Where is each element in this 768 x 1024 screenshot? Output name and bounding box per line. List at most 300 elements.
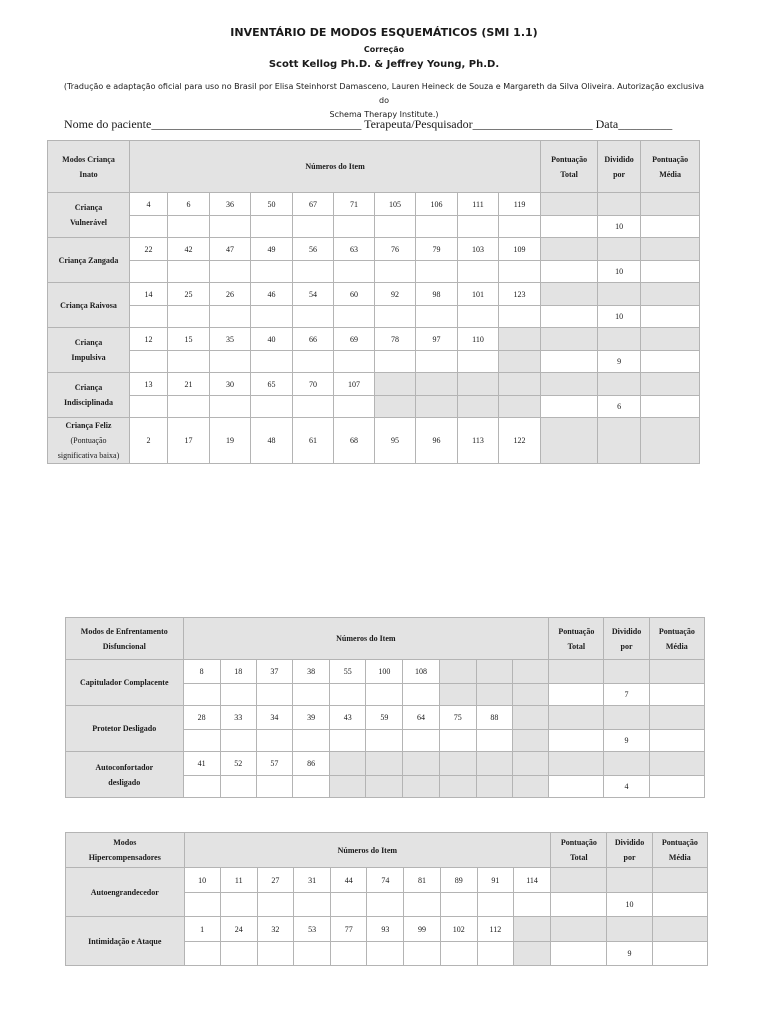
mode-label-cell xyxy=(48,283,130,328)
empty-item-cell xyxy=(476,752,512,776)
answer-input-cell[interactable] xyxy=(416,261,458,283)
item-number-cell: 30 xyxy=(210,373,251,396)
item-number-cell: 55 xyxy=(330,660,366,684)
total-score-header-line1: Pontuação xyxy=(558,626,595,636)
answer-input-cell[interactable] xyxy=(293,306,334,328)
answer-input-cell[interactable] xyxy=(366,684,403,706)
table-row-answers xyxy=(48,216,700,238)
item-number-cell: 41 xyxy=(183,752,220,776)
item-number-cell: 21 xyxy=(168,373,210,396)
therapist-label: Terapeuta/Pesquisador xyxy=(364,117,473,131)
item-number-cell: 106 xyxy=(416,193,458,216)
form-title: INVENTÁRIO DE MODOS ESQUEMÁTICOS (SMI 1.1) xyxy=(230,26,538,39)
item-number-cell: 26 xyxy=(210,283,251,306)
form-subtitle: Correção xyxy=(363,45,405,54)
answer-input-cell[interactable] xyxy=(403,730,439,752)
total-score-cell xyxy=(541,418,598,464)
answer-input-cell[interactable] xyxy=(220,684,256,706)
answer-input-cell[interactable] xyxy=(334,216,375,238)
mode-label-line1: Criança xyxy=(74,338,103,347)
mode-header-line2: Inato xyxy=(79,169,98,179)
total-score-header-line2: Total xyxy=(570,853,588,862)
average-score-header-cell xyxy=(649,618,704,660)
table-row xyxy=(48,283,700,306)
item-number-cell: 37 xyxy=(256,660,292,684)
mode-label-line1: Autoconfortador xyxy=(95,762,154,772)
table-overcompensator-modes xyxy=(65,832,708,966)
mode-header-line1: Modos de Enfrentamento xyxy=(80,626,168,636)
total-score-cell xyxy=(541,238,598,261)
total-score-input[interactable] xyxy=(549,684,604,706)
item-number-cell: 111 xyxy=(458,193,499,216)
answer-input-cell[interactable] xyxy=(220,893,257,917)
answer-input-cell[interactable] xyxy=(293,261,334,283)
item-number-cell: 31 xyxy=(294,868,331,893)
divided-by-cell xyxy=(598,328,641,351)
item-number-cell: 12 xyxy=(130,328,168,351)
mode-label-cell xyxy=(66,917,185,966)
average-score-cell xyxy=(652,917,707,942)
total-score-header-cell xyxy=(541,141,598,193)
total-score-cell xyxy=(541,283,598,306)
empty-answer-cell xyxy=(375,396,416,418)
item-number-cell: 123 xyxy=(499,283,541,306)
mode-header-cell xyxy=(66,618,184,660)
item-number-cell: 102 xyxy=(440,917,477,942)
item-number-cell: 71 xyxy=(334,193,375,216)
answer-input-cell[interactable] xyxy=(367,893,404,917)
mode-header-line1: Modos xyxy=(113,838,137,847)
answer-input-cell[interactable] xyxy=(416,216,458,238)
item-number-cell: 77 xyxy=(331,917,367,942)
answer-input-cell[interactable] xyxy=(293,684,330,706)
item-number-cell: 34 xyxy=(256,706,292,730)
divided-by-cell xyxy=(598,238,641,261)
mode-header-line1: Modos Criança xyxy=(62,154,115,164)
patient-name-label: Nome do paciente xyxy=(64,117,152,131)
answer-input-cell[interactable] xyxy=(293,776,330,798)
item-number-cell: 99 xyxy=(404,917,440,942)
mode-header-line2: Hipercompensadores xyxy=(88,853,161,862)
item-number-cell: 47 xyxy=(210,238,251,261)
answer-input-cell[interactable] xyxy=(331,942,367,966)
answer-input-cell[interactable] xyxy=(257,942,293,966)
table-row xyxy=(66,660,705,684)
mode-note-line2: significativa baixa) xyxy=(57,451,120,460)
item-number-cell: 122 xyxy=(499,418,541,464)
answer-input-cell[interactable] xyxy=(294,942,331,966)
item-number-cell: 17 xyxy=(168,418,210,464)
item-number-cell: 8 xyxy=(183,660,220,684)
item-number-cell: 2 xyxy=(130,418,168,464)
item-number-cell: 119 xyxy=(499,193,541,216)
divisor-value: 4 xyxy=(604,776,649,798)
divided-by-cell xyxy=(598,283,641,306)
answer-input-cell[interactable] xyxy=(183,776,220,798)
mode-label-line1: Protetor Desligado xyxy=(92,724,157,733)
item-number-cell: 52 xyxy=(220,752,256,776)
item-number-cell: 54 xyxy=(293,283,334,306)
answer-input-cell[interactable] xyxy=(458,351,499,373)
total-score-input[interactable] xyxy=(541,351,598,373)
divisor-value: 9 xyxy=(598,351,641,373)
empty-answer-cell xyxy=(499,351,541,373)
answer-input-cell[interactable] xyxy=(477,893,513,917)
empty-item-cell xyxy=(330,752,366,776)
total-score-input[interactable] xyxy=(549,730,604,752)
mode-label-line2: Indisciplinada xyxy=(64,398,113,407)
item-number-cell: 101 xyxy=(458,283,499,306)
average-score-header-line1: Pontuação xyxy=(658,626,695,636)
translation-note-line1: (Tradução e adaptação oficial para uso no Brasil por Elisa Steinhorst Damasceno, Lauren Heineck de Souza e Margareth da Silva Oliveira. Autorização exclusiva do xyxy=(63,82,705,105)
item-number-cell: 66 xyxy=(293,328,334,351)
average-score-input[interactable] xyxy=(641,351,700,373)
item-number-cell: 43 xyxy=(330,706,366,730)
mode-label-line1: Criança xyxy=(74,383,103,392)
mode-label-line1: Criança xyxy=(74,203,103,212)
item-number-cell: 46 xyxy=(251,283,293,306)
divisor-value: 10 xyxy=(598,306,641,328)
answer-input-cell[interactable] xyxy=(168,261,210,283)
item-number-cell: 48 xyxy=(251,418,293,464)
mode-header-line2: Disfuncional xyxy=(102,641,146,651)
table-row xyxy=(48,238,700,261)
answer-input-cell[interactable] xyxy=(440,942,477,966)
answer-input-cell[interactable] xyxy=(334,306,375,328)
answer-input-cell[interactable] xyxy=(168,351,210,373)
item-number-cell: 15 xyxy=(168,328,210,351)
average-score-input[interactable] xyxy=(641,306,700,328)
item-number-cell: 11 xyxy=(220,868,257,893)
answer-input-cell[interactable] xyxy=(184,893,220,917)
total-score-input[interactable] xyxy=(551,893,607,917)
form-authors: Scott Kellog Ph.D. & Jeffrey Young, Ph.D. xyxy=(268,59,500,70)
item-number-cell: 28 xyxy=(183,706,220,730)
item-number-cell: 98 xyxy=(416,283,458,306)
answer-input-cell[interactable] xyxy=(210,306,251,328)
items-header-label: Números do Item xyxy=(336,634,396,643)
average-score-input[interactable] xyxy=(649,730,704,752)
answer-input-cell[interactable] xyxy=(330,730,366,752)
total-score-input[interactable] xyxy=(541,261,598,283)
empty-item-cell xyxy=(476,660,512,684)
answer-input-cell[interactable] xyxy=(293,216,334,238)
empty-answer-cell xyxy=(512,776,548,798)
answer-input-cell[interactable] xyxy=(440,893,477,917)
answer-input-cell[interactable] xyxy=(210,216,251,238)
average-score-input[interactable] xyxy=(649,684,704,706)
item-number-cell: 33 xyxy=(220,706,256,730)
total-score-cell xyxy=(551,917,607,942)
item-number-cell: 39 xyxy=(293,706,330,730)
answer-input-cell[interactable] xyxy=(257,893,293,917)
translation-note-line2: Schema Therapy Institute.) xyxy=(329,110,439,119)
answer-input-cell[interactable] xyxy=(220,730,256,752)
divided-by-header-line1: Dividido xyxy=(604,154,634,164)
item-number-cell: 42 xyxy=(168,238,210,261)
answer-input-cell[interactable] xyxy=(256,776,292,798)
answer-input-cell[interactable] xyxy=(220,942,257,966)
answer-input-cell[interactable] xyxy=(375,216,416,238)
total-score-input[interactable] xyxy=(549,776,604,798)
empty-item-cell xyxy=(499,373,541,396)
answer-input-cell[interactable] xyxy=(251,261,293,283)
answer-input-cell[interactable] xyxy=(367,942,404,966)
total-score-header-line2: Total xyxy=(560,169,578,179)
table-row xyxy=(66,868,708,893)
mode-label-line1: Criança Raivosa xyxy=(60,300,117,310)
empty-answer-cell xyxy=(476,776,512,798)
total-score-header-cell xyxy=(549,618,604,660)
average-score-cell xyxy=(641,283,700,306)
average-score-cell xyxy=(649,706,704,730)
item-number-cell: 56 xyxy=(293,238,334,261)
items-header-label: Números do Item xyxy=(337,845,398,855)
answer-input-cell[interactable] xyxy=(416,306,458,328)
answer-input-cell[interactable] xyxy=(294,893,331,917)
answer-input-cell[interactable] xyxy=(130,351,168,373)
empty-answer-cell xyxy=(512,730,548,752)
answer-input-cell[interactable] xyxy=(375,306,416,328)
answer-input-cell[interactable] xyxy=(403,684,439,706)
divided-by-header-cell xyxy=(598,141,641,193)
answer-input-cell[interactable] xyxy=(499,306,541,328)
item-number-cell: 38 xyxy=(293,660,330,684)
total-score-input[interactable] xyxy=(541,216,598,238)
answer-input-cell[interactable] xyxy=(256,684,292,706)
table-row-answers xyxy=(48,396,700,418)
item-number-cell: 25 xyxy=(168,283,210,306)
answer-input-cell[interactable] xyxy=(168,216,210,238)
answer-input-cell[interactable] xyxy=(184,942,220,966)
empty-item-cell xyxy=(375,373,416,396)
answer-input-cell[interactable] xyxy=(168,306,210,328)
answer-input-cell[interactable] xyxy=(334,261,375,283)
item-number-cell: 57 xyxy=(256,752,292,776)
item-number-cell: 18 xyxy=(220,660,256,684)
empty-answer-cell xyxy=(499,396,541,418)
answer-input-cell[interactable] xyxy=(210,396,251,418)
header-row xyxy=(66,618,705,660)
answer-input-cell[interactable] xyxy=(499,261,541,283)
mode-header-cell xyxy=(48,141,130,193)
table-row xyxy=(66,752,705,776)
item-number-cell: 70 xyxy=(293,373,334,396)
answer-input-cell[interactable] xyxy=(404,893,440,917)
mode-header-cell xyxy=(66,833,185,868)
item-number-cell: 91 xyxy=(477,868,513,893)
divided-by-header-line1: Dividido xyxy=(614,838,645,847)
table-row xyxy=(48,373,700,396)
average-score-input[interactable] xyxy=(641,261,700,283)
answer-input-cell[interactable] xyxy=(210,351,251,373)
average-score-cell xyxy=(649,752,704,776)
total-score-input[interactable] xyxy=(541,306,598,328)
mode-label-line2: Impulsiva xyxy=(71,353,106,362)
answer-input-cell[interactable] xyxy=(458,216,499,238)
divided-by-cell xyxy=(598,193,641,216)
answer-input-cell[interactable] xyxy=(251,351,293,373)
empty-answer-cell xyxy=(439,776,476,798)
answer-input-cell[interactable] xyxy=(130,396,168,418)
empty-answer-cell xyxy=(403,776,439,798)
total-score-cell xyxy=(551,868,607,893)
answer-input-cell[interactable] xyxy=(220,776,256,798)
item-number-cell: 79 xyxy=(416,238,458,261)
mode-label-cell xyxy=(66,752,184,798)
average-score-input[interactable] xyxy=(641,216,700,238)
item-number-cell: 75 xyxy=(439,706,476,730)
answer-input-cell[interactable] xyxy=(210,261,251,283)
total-score-header-cell xyxy=(551,833,607,868)
answer-input-cell[interactable] xyxy=(366,730,403,752)
mode-label-cell xyxy=(48,328,130,373)
empty-item-cell xyxy=(439,660,476,684)
mode-label-line1: Criança Feliz xyxy=(65,421,112,430)
empty-item-cell xyxy=(499,328,541,351)
patient-name-field[interactable]: ___________________________________ xyxy=(151,117,362,131)
items-header-cell xyxy=(184,833,551,868)
item-number-cell: 6 xyxy=(168,193,210,216)
item-number-cell: 92 xyxy=(375,283,416,306)
mode-label-line1: Criança Zangada xyxy=(58,255,119,265)
table-row-answers xyxy=(48,351,700,373)
item-number-cell: 64 xyxy=(403,706,439,730)
answer-input-cell[interactable] xyxy=(416,351,458,373)
therapist-field[interactable]: ____________________ xyxy=(472,117,593,131)
average-score-input[interactable] xyxy=(649,776,704,798)
item-number-cell: 88 xyxy=(476,706,512,730)
table-row xyxy=(48,193,700,216)
empty-answer-cell xyxy=(458,396,499,418)
average-score-cell xyxy=(652,868,707,893)
patient-info-line xyxy=(64,117,672,132)
answer-input-cell[interactable] xyxy=(331,893,367,917)
answer-input-cell[interactable] xyxy=(375,351,416,373)
answer-input-cell[interactable] xyxy=(293,730,330,752)
average-score-header-line2: Média xyxy=(659,169,681,179)
total-score-input[interactable] xyxy=(541,396,598,418)
item-number-cell: 112 xyxy=(477,917,513,942)
answer-input-cell[interactable] xyxy=(375,261,416,283)
table-row-answers xyxy=(48,306,700,328)
average-score-input[interactable] xyxy=(652,893,707,917)
empty-item-cell xyxy=(512,752,548,776)
answer-input-cell[interactable] xyxy=(256,730,292,752)
total-score-cell xyxy=(549,706,604,730)
total-score-cell xyxy=(549,752,604,776)
answer-input-cell[interactable] xyxy=(499,216,541,238)
item-number-cell: 4 xyxy=(130,193,168,216)
item-number-cell: 67 xyxy=(293,193,334,216)
item-number-cell: 78 xyxy=(375,328,416,351)
answer-input-cell[interactable] xyxy=(130,306,168,328)
total-score-header-line2: Total xyxy=(567,641,586,651)
average-score-cell xyxy=(649,660,704,684)
answer-input-cell[interactable] xyxy=(183,730,220,752)
divided-by-header-line2: por xyxy=(613,169,626,179)
item-number-cell: 81 xyxy=(404,868,440,893)
mode-label-line1: Capitulador Complacente xyxy=(80,678,169,687)
divided-by-header-line2: por xyxy=(623,853,636,862)
answer-input-cell[interactable] xyxy=(439,730,476,752)
answer-input-cell[interactable] xyxy=(251,216,293,238)
answer-input-cell[interactable] xyxy=(330,684,366,706)
divisor-value: 10 xyxy=(598,261,641,283)
answer-input-cell[interactable] xyxy=(130,261,168,283)
item-number-cell: 27 xyxy=(257,868,293,893)
divided-by-header-cell xyxy=(607,833,652,868)
item-number-cell: 95 xyxy=(375,418,416,464)
divided-by-cell xyxy=(604,752,649,776)
answer-input-cell[interactable] xyxy=(458,306,499,328)
answer-input-cell[interactable] xyxy=(130,216,168,238)
items-header-label: Números do Item xyxy=(305,162,365,171)
answer-input-cell[interactable] xyxy=(334,351,375,373)
average-score-header-line1: Pontuação xyxy=(652,154,689,164)
answer-input-cell[interactable] xyxy=(183,684,220,706)
item-number-cell: 1 xyxy=(184,917,220,942)
average-score-input[interactable] xyxy=(652,942,707,966)
answer-input-cell[interactable] xyxy=(513,893,550,917)
item-number-cell: 89 xyxy=(440,868,477,893)
mode-label-line1: Autoengrandecedor xyxy=(90,887,159,897)
average-score-input[interactable] xyxy=(641,396,700,418)
total-score-header-line1: Pontuação xyxy=(551,154,588,164)
item-number-cell: 74 xyxy=(367,868,404,893)
divided-by-cell xyxy=(604,660,649,684)
answer-input-cell[interactable] xyxy=(293,396,334,418)
answer-input-cell[interactable] xyxy=(334,396,375,418)
divided-by-cell xyxy=(607,868,652,893)
mode-label-cell xyxy=(48,238,130,283)
header-row xyxy=(48,141,700,193)
answer-input-cell[interactable] xyxy=(458,261,499,283)
item-number-cell: 109 xyxy=(499,238,541,261)
empty-item-cell xyxy=(366,752,403,776)
answer-input-cell[interactable] xyxy=(168,396,210,418)
item-number-cell: 32 xyxy=(257,917,293,942)
average-score-cell xyxy=(641,373,700,396)
item-number-cell: 49 xyxy=(251,238,293,261)
table-row xyxy=(48,328,700,351)
item-number-cell: 24 xyxy=(220,917,257,942)
item-number-cell: 107 xyxy=(334,373,375,396)
empty-item-cell xyxy=(416,373,458,396)
date-field[interactable]: _________ xyxy=(618,117,673,131)
answer-input-cell[interactable] xyxy=(404,942,440,966)
total-score-input[interactable] xyxy=(551,942,607,966)
item-number-cell: 14 xyxy=(130,283,168,306)
item-number-cell: 35 xyxy=(210,328,251,351)
empty-answer-cell xyxy=(512,684,548,706)
answer-input-cell[interactable] xyxy=(477,942,513,966)
answer-input-cell[interactable] xyxy=(251,396,293,418)
average-score-header-cell xyxy=(641,141,700,193)
answer-input-cell[interactable] xyxy=(251,306,293,328)
answer-input-cell[interactable] xyxy=(476,730,512,752)
average-score-header-line2: Média xyxy=(668,853,691,862)
divided-by-cell xyxy=(604,706,649,730)
divisor-value: 9 xyxy=(604,730,649,752)
average-score-cell xyxy=(641,238,700,261)
table-row xyxy=(66,706,705,730)
empty-answer-cell xyxy=(439,684,476,706)
divisor-value: 9 xyxy=(607,942,652,966)
answer-input-cell[interactable] xyxy=(293,351,334,373)
item-number-cell: 63 xyxy=(334,238,375,261)
table-row xyxy=(66,917,708,942)
